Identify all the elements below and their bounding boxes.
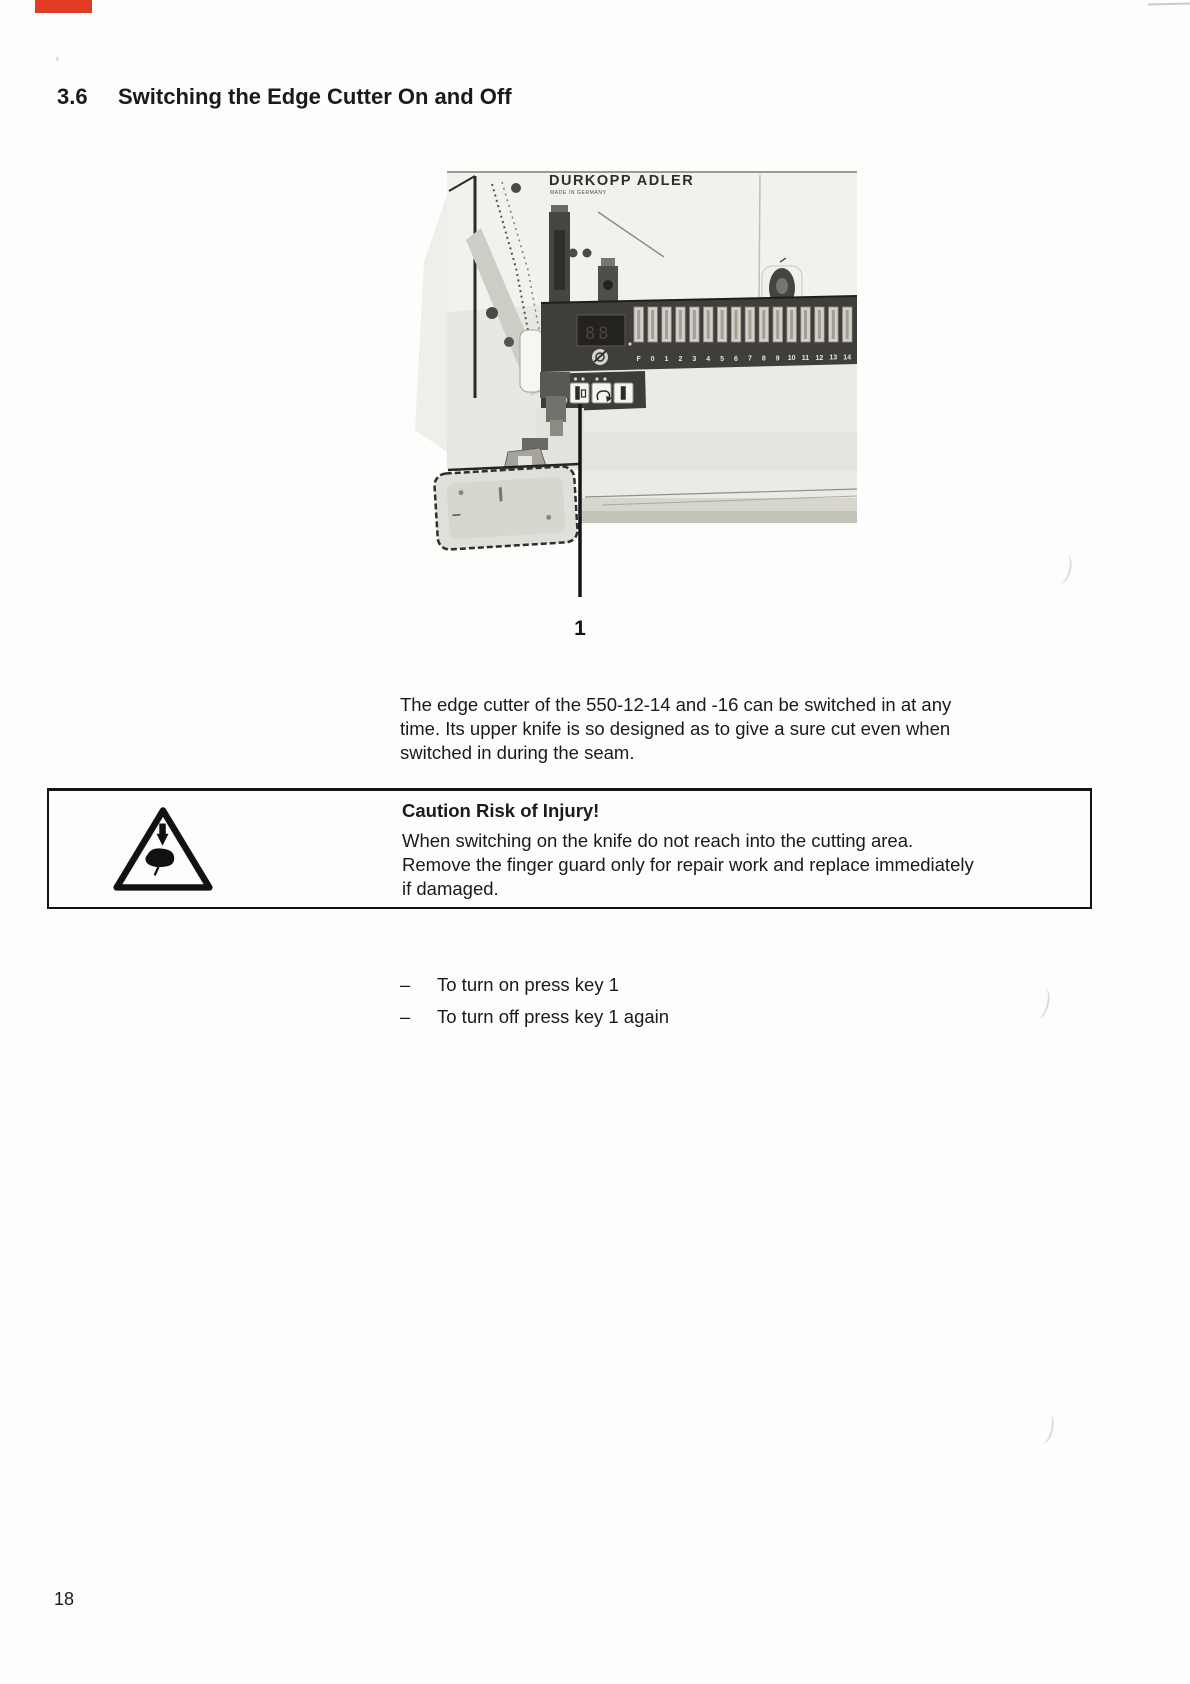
- intro-paragraph: [400, 693, 1060, 765]
- needle-clamp: [550, 420, 563, 436]
- scan-artifact-top-right-line: [1148, 2, 1190, 5]
- caution-line: When switching on the knife do not reach into the cutting area.: [402, 830, 914, 851]
- panel-label: 12: [815, 355, 824, 362]
- needle-bar-slot: [554, 230, 565, 290]
- caution-line: if damaged.: [402, 878, 499, 899]
- section-number: 3.6: [57, 84, 88, 109]
- cover-seam: [759, 175, 760, 304]
- head-block: [540, 372, 570, 398]
- machine-base-left: [415, 195, 447, 452]
- caution-line: Remove the finger guard only for repair work and replace immediately: [402, 854, 974, 875]
- key-led: [595, 377, 598, 380]
- caution-text: [402, 829, 1062, 901]
- intro-line: time. Its upper knife is so designed as to give a sure cut even when: [400, 718, 951, 739]
- instruction-text: To turn off press key 1 again: [437, 1006, 670, 1027]
- list-dash-marker: –: [400, 1006, 411, 1027]
- panel-label: 10: [787, 355, 796, 362]
- key-led: [581, 377, 584, 380]
- intro-line: switched in during the seam.: [400, 742, 635, 763]
- needle-point: [157, 834, 169, 846]
- key-led: [603, 377, 606, 380]
- section-title: Switching the Edge Cutter On and Off: [118, 84, 512, 109]
- needle-shank: [159, 824, 165, 835]
- needle-bar-lower: [546, 396, 566, 422]
- panel-label: F: [636, 356, 641, 363]
- key-led: [574, 377, 577, 380]
- panel-label: 7: [747, 355, 752, 363]
- screw: [511, 183, 521, 193]
- guide-eye: [603, 280, 613, 290]
- scan-artifact-speck: [56, 57, 59, 61]
- instruction-text: To turn on press key 1: [437, 974, 620, 995]
- table-front-band-dark: [580, 511, 857, 523]
- panel-label: 11: [801, 355, 810, 362]
- callout-label: 1: [574, 617, 586, 640]
- caution-title: Caution Risk of Injury!: [402, 800, 600, 821]
- presser-bar-guide: [520, 330, 543, 392]
- panel-label: 2: [678, 356, 683, 363]
- scan-artifact-red-mark: [35, 0, 92, 13]
- page-number: 18: [54, 1589, 75, 1609]
- list-dash-marker: –: [400, 974, 411, 995]
- needle-below-hand: [155, 867, 159, 875]
- caution-box: [47, 788, 1092, 909]
- hand-shape: [145, 848, 174, 867]
- panel-label: 6: [734, 356, 738, 363]
- panel-label: 5: [720, 356, 725, 363]
- edge-cutter-icon: [576, 387, 579, 399]
- origin-label: MADE IN GERMANY: [550, 190, 607, 196]
- panel-label: 1: [664, 356, 669, 363]
- throat-plate: [434, 466, 578, 550]
- panel-label: 13: [829, 354, 838, 362]
- screw: [486, 307, 498, 319]
- brand-label: DURKOPP ADLER: [549, 173, 695, 189]
- panel-label: 4: [706, 356, 711, 363]
- needle-icon: [622, 387, 626, 399]
- scan-artifact-arc: [1031, 987, 1053, 1020]
- table-shading: [580, 432, 857, 470]
- panel-led-dot: [628, 342, 631, 345]
- screw: [504, 337, 514, 347]
- panel-label: 9: [775, 355, 780, 363]
- bobbin-knob-center: [776, 278, 788, 294]
- screw: [583, 249, 592, 258]
- panel-label: 3: [692, 356, 697, 363]
- panel-label: 8: [761, 355, 766, 363]
- panel-label: 14: [843, 354, 852, 362]
- scan-artifact-arc: [1035, 1413, 1057, 1446]
- led-display-value: 88: [585, 324, 612, 344]
- intro-line: The edge cutter of the 550-12-14 and -16 can be switched in at any: [400, 694, 952, 715]
- guide-cap: [601, 258, 615, 266]
- figure-sewing-machine-photo: [405, 158, 865, 643]
- injury-warning-icon: [111, 805, 215, 893]
- scan-artifact-arc: [1053, 553, 1075, 586]
- panel-label: 0: [650, 356, 655, 363]
- throat-plate-inner: [446, 476, 565, 539]
